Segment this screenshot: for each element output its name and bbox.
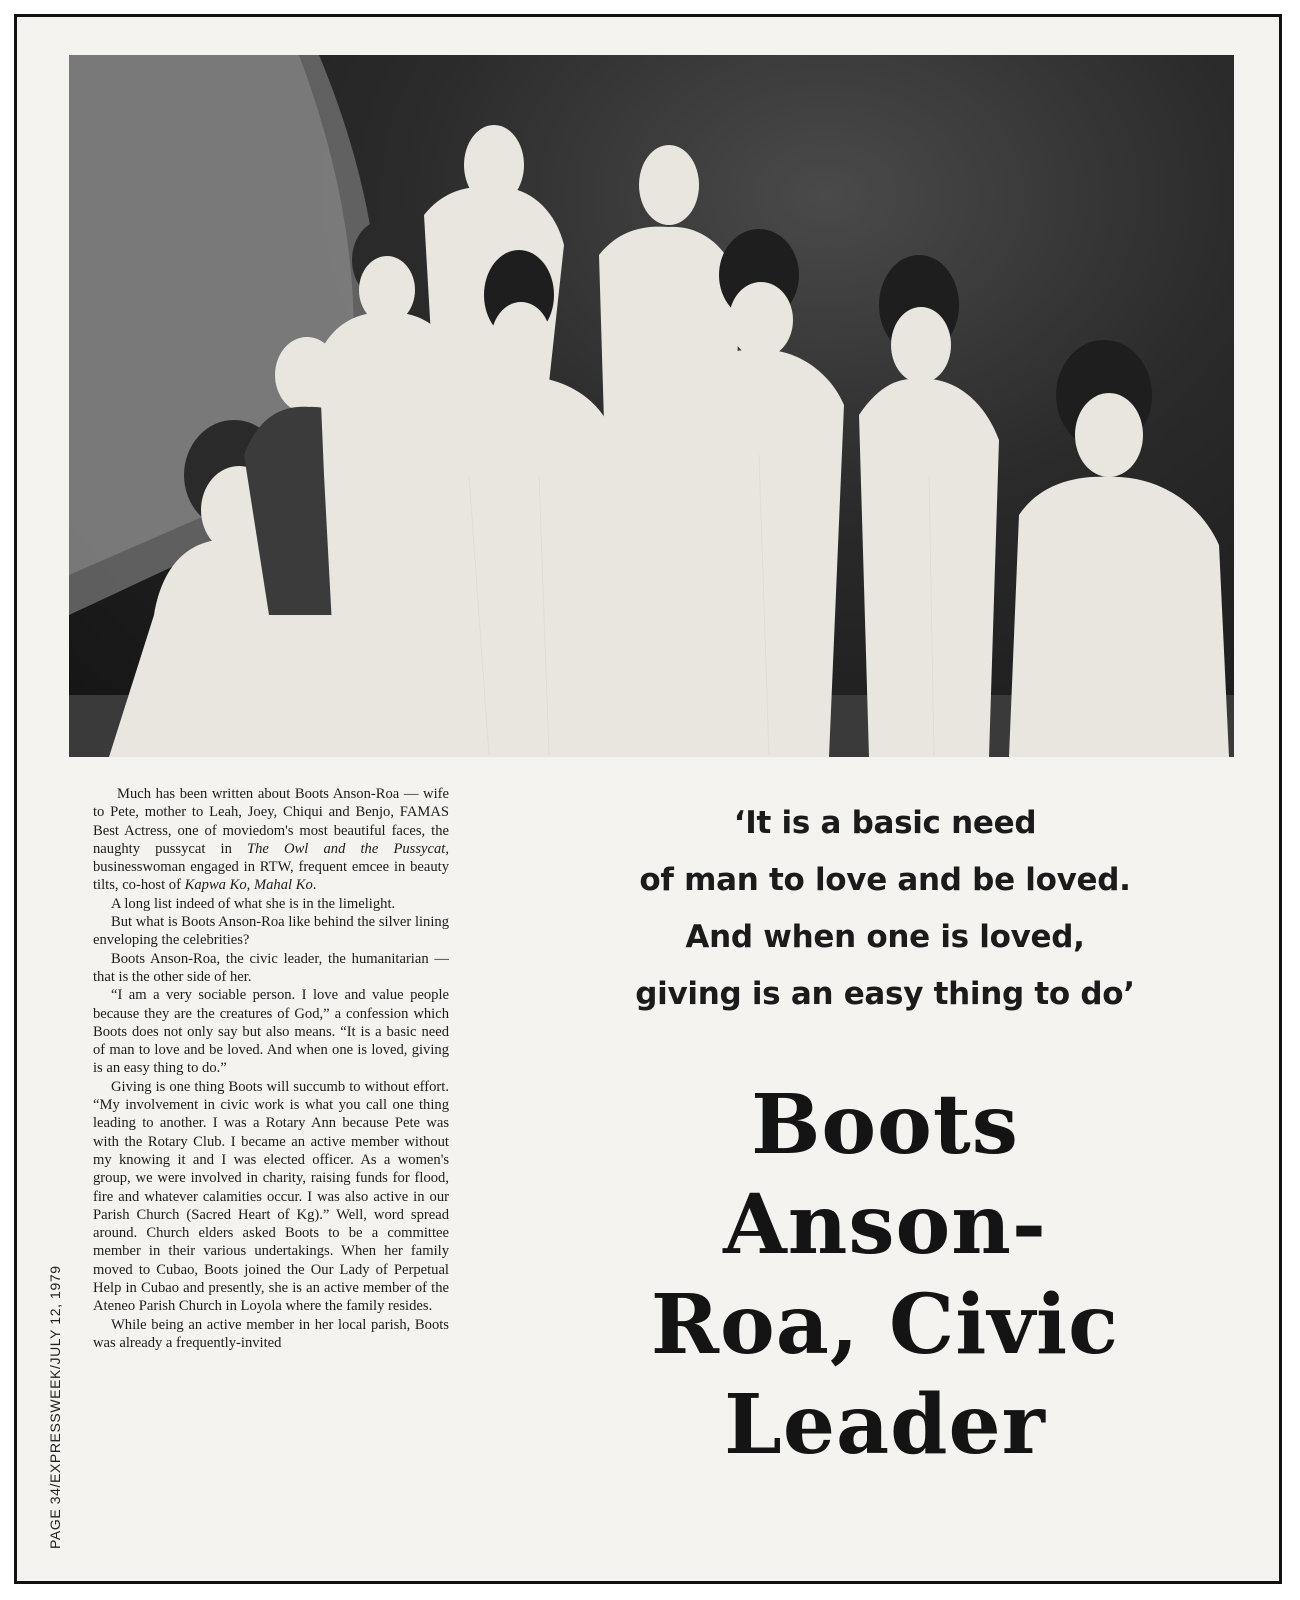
headline-line: Boots [751, 1077, 1019, 1173]
article-paragraph: Much has been written about Boots Anson-Roa — wife to Pete, mother to Leah, Joey, Chiqui and Benjo, FAMAS Best Actress, one of moviedom's most beautiful faces, the naughty pussycat in The Owl and the Pussycat, businesswoman engaged in RTW, frequent emcee in beauty tilts, co-host of Kapwa Ko, Mahal Ko. [93, 786, 449, 894]
headline-line: Roa, Civic [650, 1277, 1120, 1373]
article-paragraph: Boots Anson-Roa, the civic leader, the humanitarian — that is the other side of her. [93, 950, 449, 985]
headline-line: Leader [724, 1377, 1046, 1473]
group-photo [69, 55, 1234, 757]
pull-quote [565, 795, 1205, 1023]
article-paragraph: Giving is one thing Boots will succumb to without effort. “My involvement in civic work is what you call one thing leading to another. I was a Rotary Ann because Pete was with the Rotary Club. I became an active member without my knowing it and I was elected officer. As a women's group, we were involved in charity, raising funds for flood, fire and whatever calamities occur. I was also active in our Parish Church (Sacred Heart of Kg).” Well, word spread around. Church elders asked Boots to be a committee member in their various undertakings. When her family moved to Cubao, Boots joined the Our Lady of Perpetual Help in Cubao and presently, she is an active member of the Ateneo Parish Church in Loyola where the family resides. [93, 1078, 449, 1315]
page-folio: PAGE 34/EXPRESSWEEK/JULY 12, 1979 [47, 1265, 63, 1549]
article-paragraph: A long list indeed of what she is in the limelight. [111, 895, 396, 912]
pull-quote-line: ‘It is a basic need [733, 805, 1037, 841]
group-photo-illustration [69, 55, 1234, 757]
pull-quote-line: And when one is loved, [685, 919, 1085, 955]
magazine-page [14, 14, 1282, 1584]
pull-quote-line: of man to love and be loved. [639, 862, 1131, 898]
article-paragraph: While being an active member in her local parish, Boots was already a frequently-invited [93, 1316, 449, 1351]
article-body [93, 785, 449, 1352]
article-paragraph: But what is Boots Anson-Roa like behind the silver lining enveloping the celebrities? [93, 914, 449, 949]
article-paragraph: “I am a very sociable person. I love and value people because they are the creatures of God,” a confession which Boots does not only say but also means. “It is a basic need of man to love and be loved. And when one is loved, giving is an easy thing to do.” [93, 987, 449, 1077]
headline-line: Anson- [723, 1177, 1047, 1273]
headline [565, 1075, 1205, 1475]
pull-quote-line: giving is an easy thing to do’ [635, 976, 1135, 1012]
